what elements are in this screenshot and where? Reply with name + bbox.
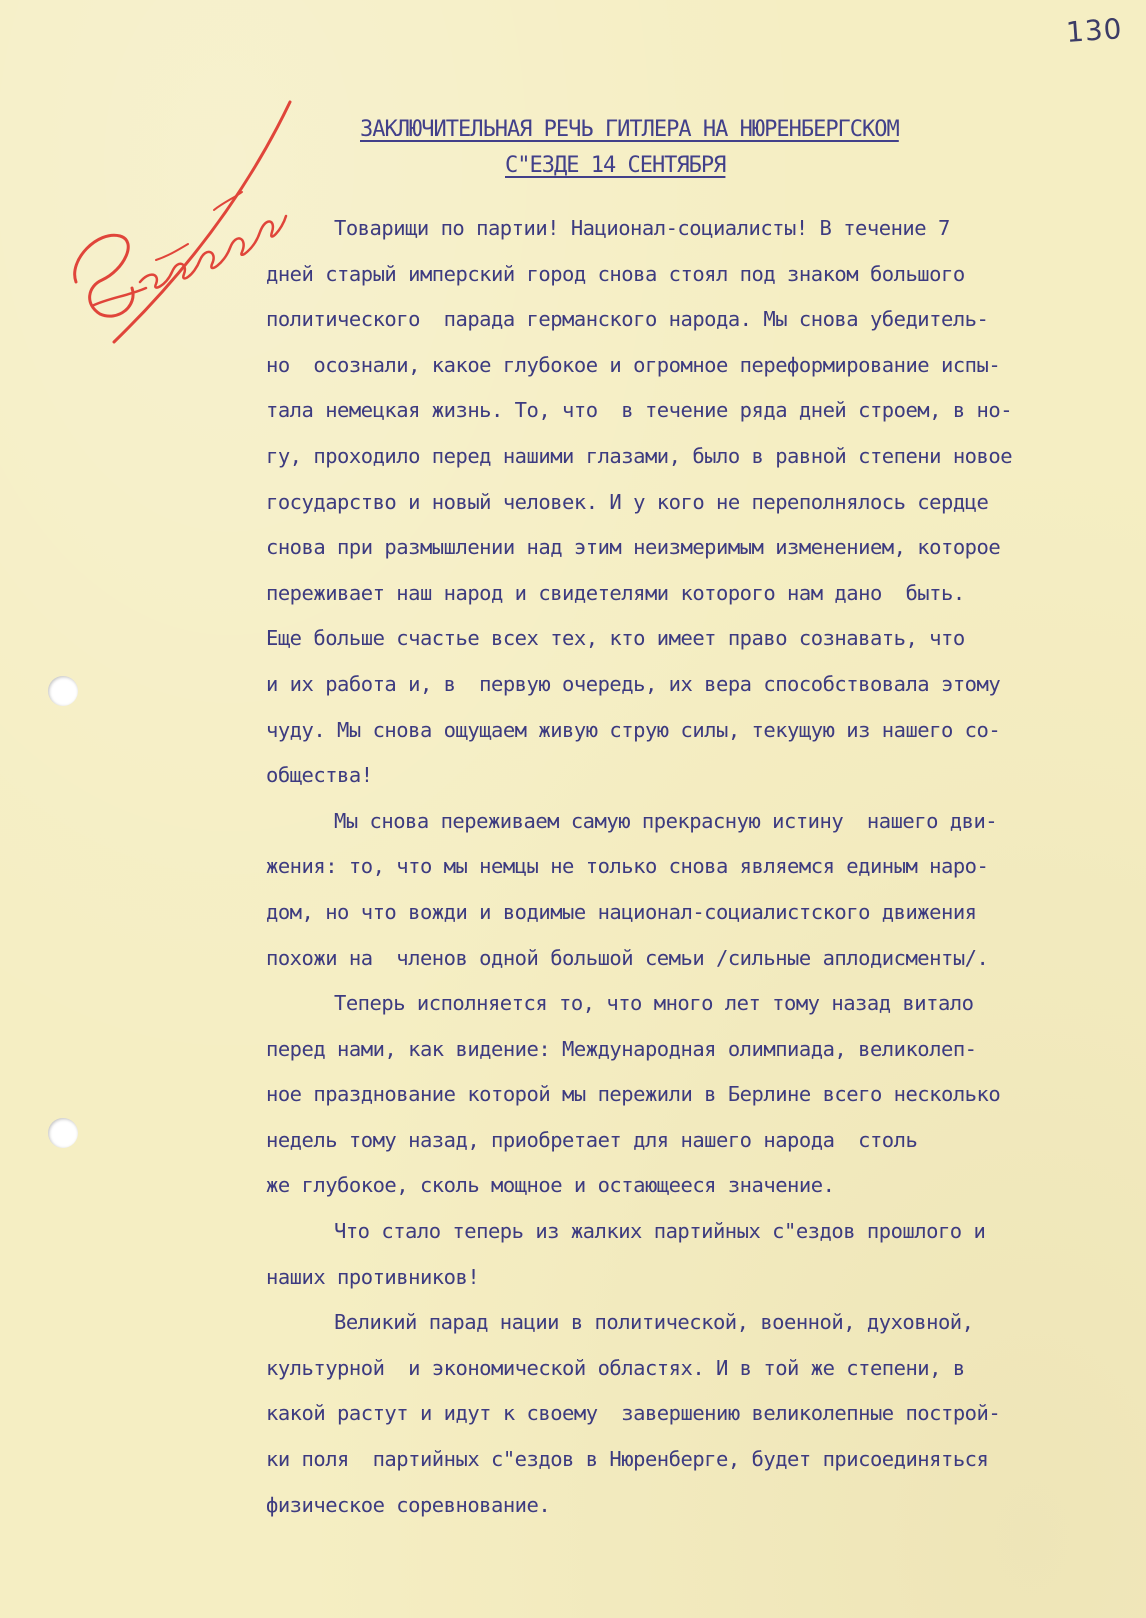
punch-hole	[48, 676, 78, 706]
text-line: общества!	[266, 763, 373, 788]
text-line: же глубокое, сколь мощное и остающееся значение.	[266, 1173, 835, 1198]
text-line: дом, но что вожди и водимые национал-социалистского движения	[266, 899, 977, 924]
text-line: Еще больше счастье всех тех, кто имеет право сознавать, что	[266, 626, 965, 651]
page-number: 130	[1064, 12, 1124, 49]
text-line: Великий парад нации в политической, военной, духовной,	[334, 1310, 974, 1335]
punch-hole	[48, 1118, 78, 1148]
text-line: какой растут и идут к своему завершению великолепные построй-	[266, 1401, 1001, 1426]
text-line: Мы снова переживаем самую прекрасную истину нашего дви-	[334, 808, 998, 833]
document-title-line-2: С"ЕЗДЕ 14 СЕНТЯБРЯ	[505, 153, 726, 178]
text-line: жения: то, что мы немцы не только снова являемся единым наро-	[266, 854, 989, 879]
text-line: Теперь исполняется то, что много лет тому назад витало	[334, 991, 974, 1016]
text-line: снова при размышлении над этим неизмеримым изменением, которое	[266, 535, 1001, 560]
text-line: гу, проходило перед нашими глазами, было в равной степени новое	[266, 443, 1013, 468]
text-line: государство и новый человек. И у кого не переполнялось сердце	[266, 489, 989, 514]
text-line: переживает наш народ и свидетелями которого нам дано быть.	[266, 580, 965, 605]
text-line: и их работа и, в первую очередь, их вера способствовала этому	[266, 671, 1001, 696]
text-line: дней старый имперский город снова стоял под знаком большого	[266, 261, 965, 286]
text-line: физическое соревнование.	[266, 1492, 551, 1517]
text-line: ное празднование которой мы пережили в Берлине всего несколько	[266, 1082, 1001, 1107]
text-line: чуду. Мы снова ощущаем живую струю силы, текущую из нашего со-	[266, 717, 1001, 742]
text-line: недель тому назад, приобретает для нашего народа столь	[266, 1127, 918, 1152]
text-line: но осознали, какое глубокое и огромное переформирование испы-	[266, 352, 1001, 377]
text-line: перед нами, как видение: Международная олимпиада, великолеп-	[266, 1036, 977, 1061]
text-line: культурной и экономической областях. И в той же степени, в	[266, 1355, 965, 1380]
text-line: Что стало теперь из жалких партийных с"ездов прошлого и	[334, 1219, 986, 1244]
text-line: ки поля партийных с"ездов в Нюренберге, будет присоединяться	[266, 1447, 989, 1472]
text-line: наших противников!	[266, 1264, 480, 1289]
speech-body	[266, 206, 1134, 1528]
document-title-line-1: ЗАКЛЮЧИТЕЛЬНАЯ РЕЧЬ ГИТЛЕРА НА НЮРЕНБЕРГСКОМ	[360, 117, 899, 142]
text-line: политического парада германского народа. Мы снова убедитель-	[266, 307, 989, 332]
text-line: Товарищи по партии! Национал-социалисты! В течение 7	[334, 216, 950, 240]
text-line: тала немецкая жизнь. То, что в течение ряда дней строем, в но-	[266, 398, 1013, 423]
text-line: похожи на членов одной большой семьи /сильные аплодисменты/.	[266, 945, 989, 970]
